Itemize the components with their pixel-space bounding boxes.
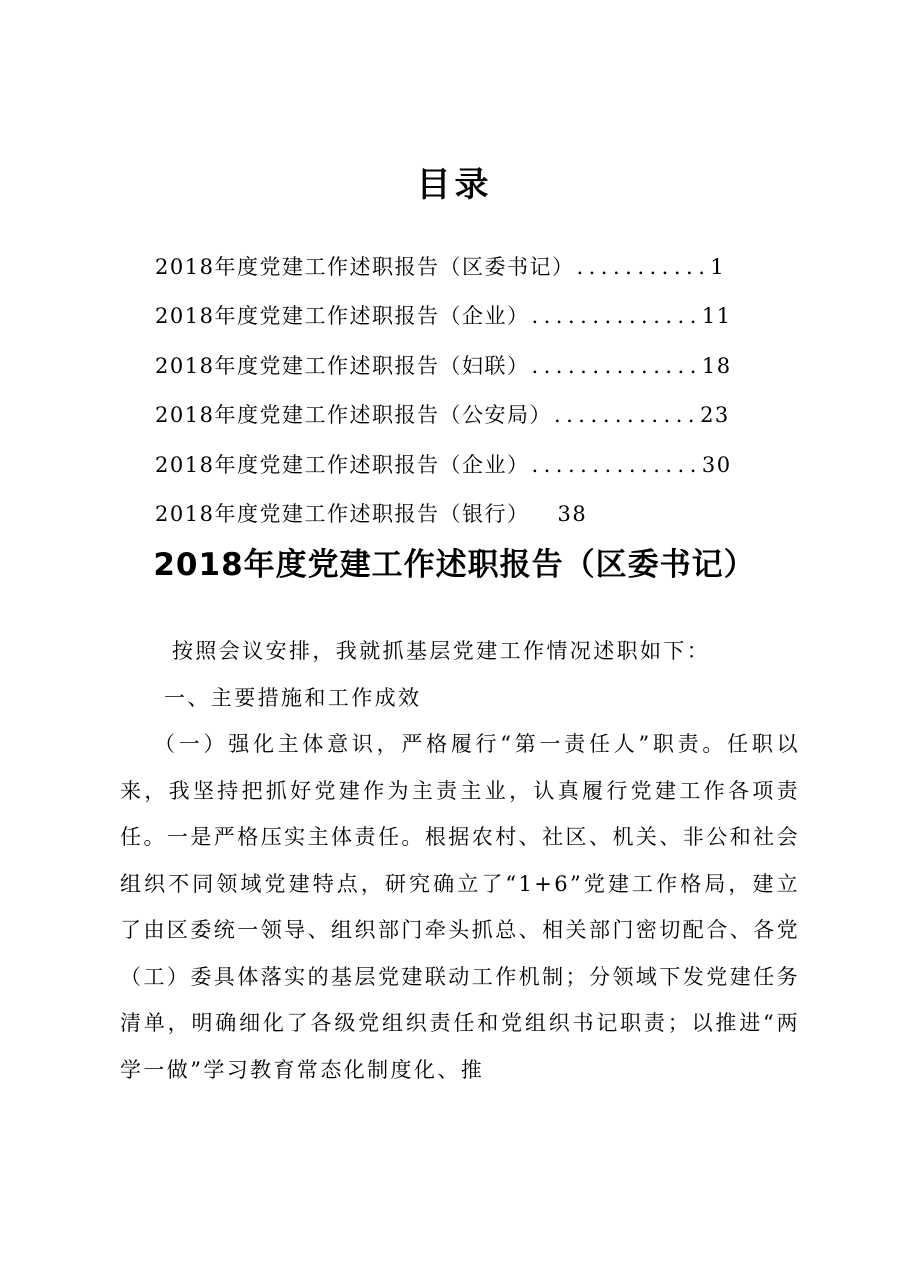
toc-leader-dots: .............. xyxy=(531,353,702,378)
toc-entry-label: 2018年度党建工作述职报告（企业） xyxy=(155,452,530,477)
toc-entry-label: 2018年度党建工作述职报告（公安局） xyxy=(155,403,552,428)
toc-leader-dots: .............. xyxy=(531,304,702,329)
toc-entry-label: 2018年度党建工作述职报告（区委书记） xyxy=(155,255,575,279)
body-paragraph: （一）强化主体意识，严格履行“第一责任人”职责。任职以来，我坚持把抓好党建作为主责主业，认真履行党建工作各项责任。一是严格压实主体责任。根据农村、社区、机关、非公和社会组织不同领域党建特点，研究确立了“1+6”党建工作格局，建立了由区委统一领导、组织部门牵头抓总、相关部门密切配合、各党（工）委具体落实的基层党建联动工作机制；分领域下发党建任务清单，明确细化了各级党组织责任和党组织书记职责；以推进“两学一做”学习教育常态化制度化、推 xyxy=(120,732,800,1082)
toc-entry-label: 2018年度党建工作述职报告（银行） xyxy=(155,501,530,526)
toc-leader-dots: .............. xyxy=(531,452,702,477)
toc-entry[interactable] xyxy=(155,292,765,341)
document-title: 2018年度党建工作述职报告（区委书记） xyxy=(153,547,756,583)
toc-page-number: 38 xyxy=(557,501,588,526)
toc-entry[interactable] xyxy=(155,441,765,490)
toc-title: 目录 xyxy=(416,165,493,205)
toc-entry-label: 2018年度党建工作述职报告（妇联） xyxy=(155,353,530,378)
toc-page-number: 23 xyxy=(700,403,730,428)
toc-entry[interactable] xyxy=(155,342,765,391)
toc-page-number: 1 xyxy=(710,255,726,279)
toc-leader-dots: ........... xyxy=(576,255,711,279)
toc-leader-dots: ............ xyxy=(553,403,701,428)
toc-page-number: 11 xyxy=(701,304,732,329)
toc-entry[interactable] xyxy=(155,243,765,292)
intro-paragraph: 按照会议安排，我就抓基层党建工作情况述职如下： xyxy=(172,639,711,663)
section-heading: 一、主要措施和工作成效 xyxy=(164,685,422,710)
toc-entry[interactable] xyxy=(155,490,765,539)
document-body xyxy=(120,628,800,1093)
toc-entry[interactable] xyxy=(155,391,765,440)
table-of-contents xyxy=(155,243,765,539)
toc-entry-label: 2018年度党建工作述职报告（企业） xyxy=(155,304,530,329)
toc-page-number: 30 xyxy=(701,452,732,477)
toc-page-number: 18 xyxy=(701,353,732,378)
